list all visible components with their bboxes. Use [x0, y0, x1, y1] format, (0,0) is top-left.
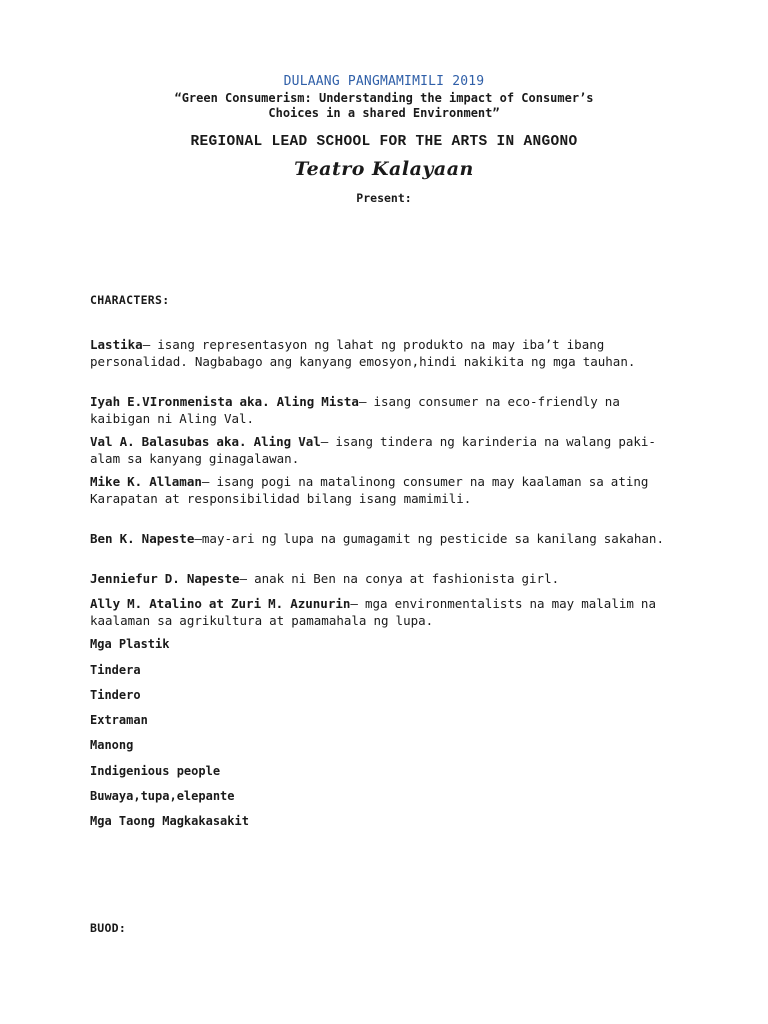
- character-name: Jenniefur D. Napeste: [90, 571, 240, 586]
- character-name: Val A. Balasubas aka. Aling Val: [90, 434, 321, 449]
- extra-character: Manong: [90, 738, 134, 752]
- character-separator: –: [142, 337, 158, 352]
- character-separator: –: [201, 474, 217, 489]
- event-title: DULAANG PANGMAMIMILI 2019: [283, 74, 485, 89]
- character-name: Ally M. Atalino at Zuri M. Azunurin: [90, 596, 351, 611]
- character-name: Iyah E.VIronmenista aka. Aling Mista: [90, 394, 359, 409]
- character-description: isang representasyon ng lahat ng produkto na may iba’t ibang personalidad. Nagbabago ang kanyang emosyon,hindi nakikita ng mga tauhan.: [90, 337, 636, 369]
- troupe-name: Teatro Kalayaan: [294, 158, 474, 180]
- character-entry: [90, 337, 680, 370]
- summary-heading: BUOD:: [90, 921, 127, 935]
- character-description: may-ari ng lupa na gumagamit ng pesticide sa kanilang sakahan.: [201, 531, 664, 546]
- character-name: Lastika: [90, 337, 143, 352]
- character-description: mga environmentalists na may malalim na kaalaman sa agrikultura at pamamahala ng lupa.: [90, 596, 656, 628]
- extra-character: Mga Plastik: [90, 637, 170, 651]
- character-separator: –: [350, 596, 365, 611]
- character-entry: [90, 434, 680, 467]
- extra-character: Tindera: [90, 663, 141, 677]
- extra-character: Mga Taong Magkakasakit: [90, 814, 249, 828]
- character-name: Mike K. Allaman: [90, 474, 202, 489]
- extra-character: Extraman: [90, 713, 148, 727]
- school-name: REGIONAL LEAD SCHOOL FOR THE ARTS IN ANGONO: [190, 134, 578, 150]
- theme-block: [0, 91, 768, 121]
- theme-line-1: “Green Consumerism: Understanding the impact of Consumer’s: [174, 91, 594, 105]
- character-description: isang consumer na eco-friendly na kaibigan ni Aling Val.: [90, 394, 620, 426]
- character-entry: [90, 531, 680, 548]
- character-entry: [90, 596, 680, 629]
- extra-character: Indigenious people: [90, 764, 221, 778]
- character-entry: [90, 394, 680, 427]
- character-entry: [90, 474, 680, 507]
- extra-character: Tindero: [90, 688, 141, 702]
- characters-heading: CHARACTERS:: [90, 293, 170, 307]
- character-description: isang pogi na matalinong consumer na may kaalaman sa ating Karapatan at responsibilidad bilang isang mamimili.: [90, 474, 649, 506]
- character-separator: –: [320, 434, 336, 449]
- character-separator: –: [239, 571, 255, 586]
- character-entry: [90, 571, 680, 588]
- present-label: Present:: [356, 191, 412, 205]
- character-name: Ben K. Napeste: [90, 531, 195, 546]
- character-description: isang tindera ng karinderia na walang paki-alam sa kanyang ginagalawan.: [90, 434, 656, 466]
- theme-line-2: Choices in a shared Environment”: [268, 106, 500, 120]
- character-separator: –: [194, 531, 202, 546]
- character-description: anak ni Ben na conya at fashionista girl.: [254, 571, 560, 586]
- character-separator: –: [358, 394, 374, 409]
- extra-character: Buwaya,tupa,elepante: [90, 789, 235, 803]
